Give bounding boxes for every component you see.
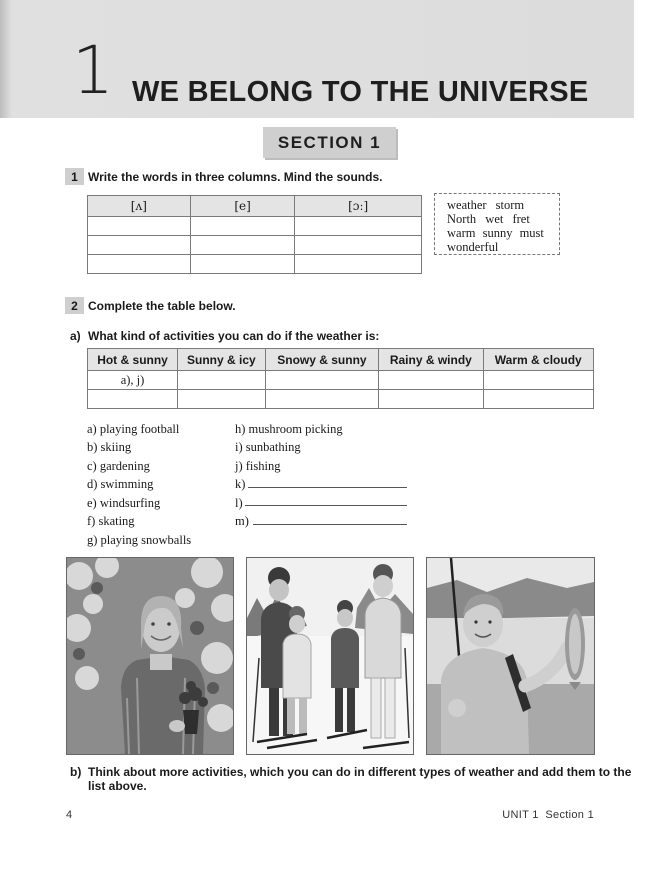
- part-a-label: a): [70, 329, 81, 343]
- activity-m-blank[interactable]: [253, 524, 407, 525]
- weather-column-sunny-icy: Sunny & icy: [178, 349, 266, 371]
- activity-item-m-label: m): [235, 514, 249, 528]
- weather-column-hot-sunny: Hot & sunny: [88, 349, 178, 371]
- part-b-text-line1: Think about more activities, which you can do in different types of weather and add them to the: [88, 765, 632, 779]
- word-box-line: weather storm: [447, 198, 525, 212]
- footer-section: Section 1: [545, 809, 594, 821]
- part-a-text: What kind of activities you can do if the weather is:: [88, 329, 380, 343]
- sound-table: [87, 195, 422, 274]
- table-row: [88, 255, 422, 274]
- answer-cell[interactable]: [88, 390, 178, 409]
- part-b-text-line2: list above.: [88, 779, 147, 793]
- fishing-boy-photo: [426, 557, 595, 755]
- sound-table-header: [88, 196, 422, 217]
- activity-item: h) mushroom picking: [235, 422, 343, 436]
- task-1-number: 1: [65, 168, 84, 185]
- answer-cell[interactable]: [295, 217, 422, 236]
- activity-item-k-label: k): [235, 477, 246, 491]
- unit-title: WE BELONG TO THE UNIVERSE: [132, 76, 589, 108]
- word-box: [434, 193, 560, 255]
- weather-table: [87, 348, 594, 409]
- activity-item: e) windsurfing: [87, 496, 161, 510]
- answer-cell[interactable]: [265, 371, 379, 390]
- answer-cell[interactable]: [190, 217, 295, 236]
- answer-cell[interactable]: [88, 236, 191, 255]
- answer-cell[interactable]: [379, 390, 483, 409]
- table-row: [88, 371, 594, 390]
- answer-cell[interactable]: [190, 236, 295, 255]
- fishing-illustration: [427, 558, 594, 754]
- gardening-illustration: [67, 558, 233, 754]
- weather-table-header: [88, 349, 594, 371]
- answer-cell[interactable]: [483, 390, 594, 409]
- activity-item: c) gardening: [87, 459, 150, 473]
- weather-column-warm-cloudy: Warm & cloudy: [483, 349, 594, 371]
- sound-column-3: [ɔː]: [295, 196, 422, 217]
- gardening-photo: [66, 557, 234, 755]
- table-row: [88, 217, 422, 236]
- answer-cell[interactable]: [295, 236, 422, 255]
- table-row: [88, 390, 594, 409]
- answer-cell[interactable]: [483, 371, 594, 390]
- footer-unit: UNIT 1: [502, 809, 539, 821]
- section-banner: SECTION 1: [263, 127, 396, 158]
- activity-item-l-label: l): [235, 496, 243, 510]
- task-2-number: 2: [65, 297, 84, 314]
- skiing-illustration: [247, 558, 413, 754]
- activity-item: g) playing snowballs: [87, 533, 192, 547]
- answer-cell[interactable]: [190, 255, 295, 274]
- answer-cell[interactable]: a), j): [88, 371, 178, 390]
- activity-item: a) playing football: [87, 422, 180, 436]
- activity-item: j) fishing: [235, 459, 281, 473]
- word-box-line: North wet fret: [447, 212, 530, 226]
- footer-unit-section: [502, 809, 594, 821]
- answer-cell[interactable]: [379, 371, 483, 390]
- activity-item: d) swimming: [87, 477, 154, 491]
- activity-k-blank[interactable]: [248, 487, 407, 488]
- answer-cell[interactable]: [295, 255, 422, 274]
- task-2-instruction: Complete the table below.: [88, 299, 236, 313]
- activity-item: i) sunbathing: [235, 440, 301, 454]
- answer-cell[interactable]: [178, 390, 266, 409]
- activity-l-blank[interactable]: [245, 505, 407, 506]
- weather-column-snowy-sunny: Snowy & sunny: [265, 349, 379, 371]
- skiing-family-photo: [246, 557, 414, 755]
- table-row: [88, 236, 422, 255]
- page-number: 4: [66, 809, 73, 821]
- sound-column-2: [e]: [190, 196, 295, 217]
- weather-column-rainy-windy: Rainy & windy: [379, 349, 483, 371]
- task-1-instruction: Write the words in three columns. Mind the sounds.: [88, 170, 383, 184]
- answer-cell[interactable]: [265, 390, 379, 409]
- sound-column-1: [ʌ]: [88, 196, 191, 217]
- activity-item: f) skating: [87, 514, 135, 528]
- part-b-label: b): [70, 765, 82, 779]
- activity-item: b) skiing: [87, 440, 132, 454]
- word-box-line: wonderful: [447, 240, 499, 254]
- unit-number: 1: [72, 32, 114, 109]
- answer-cell[interactable]: [88, 255, 191, 274]
- answer-cell[interactable]: [88, 217, 191, 236]
- answer-cell[interactable]: [178, 371, 266, 390]
- word-box-line: warm sunny must: [447, 226, 544, 240]
